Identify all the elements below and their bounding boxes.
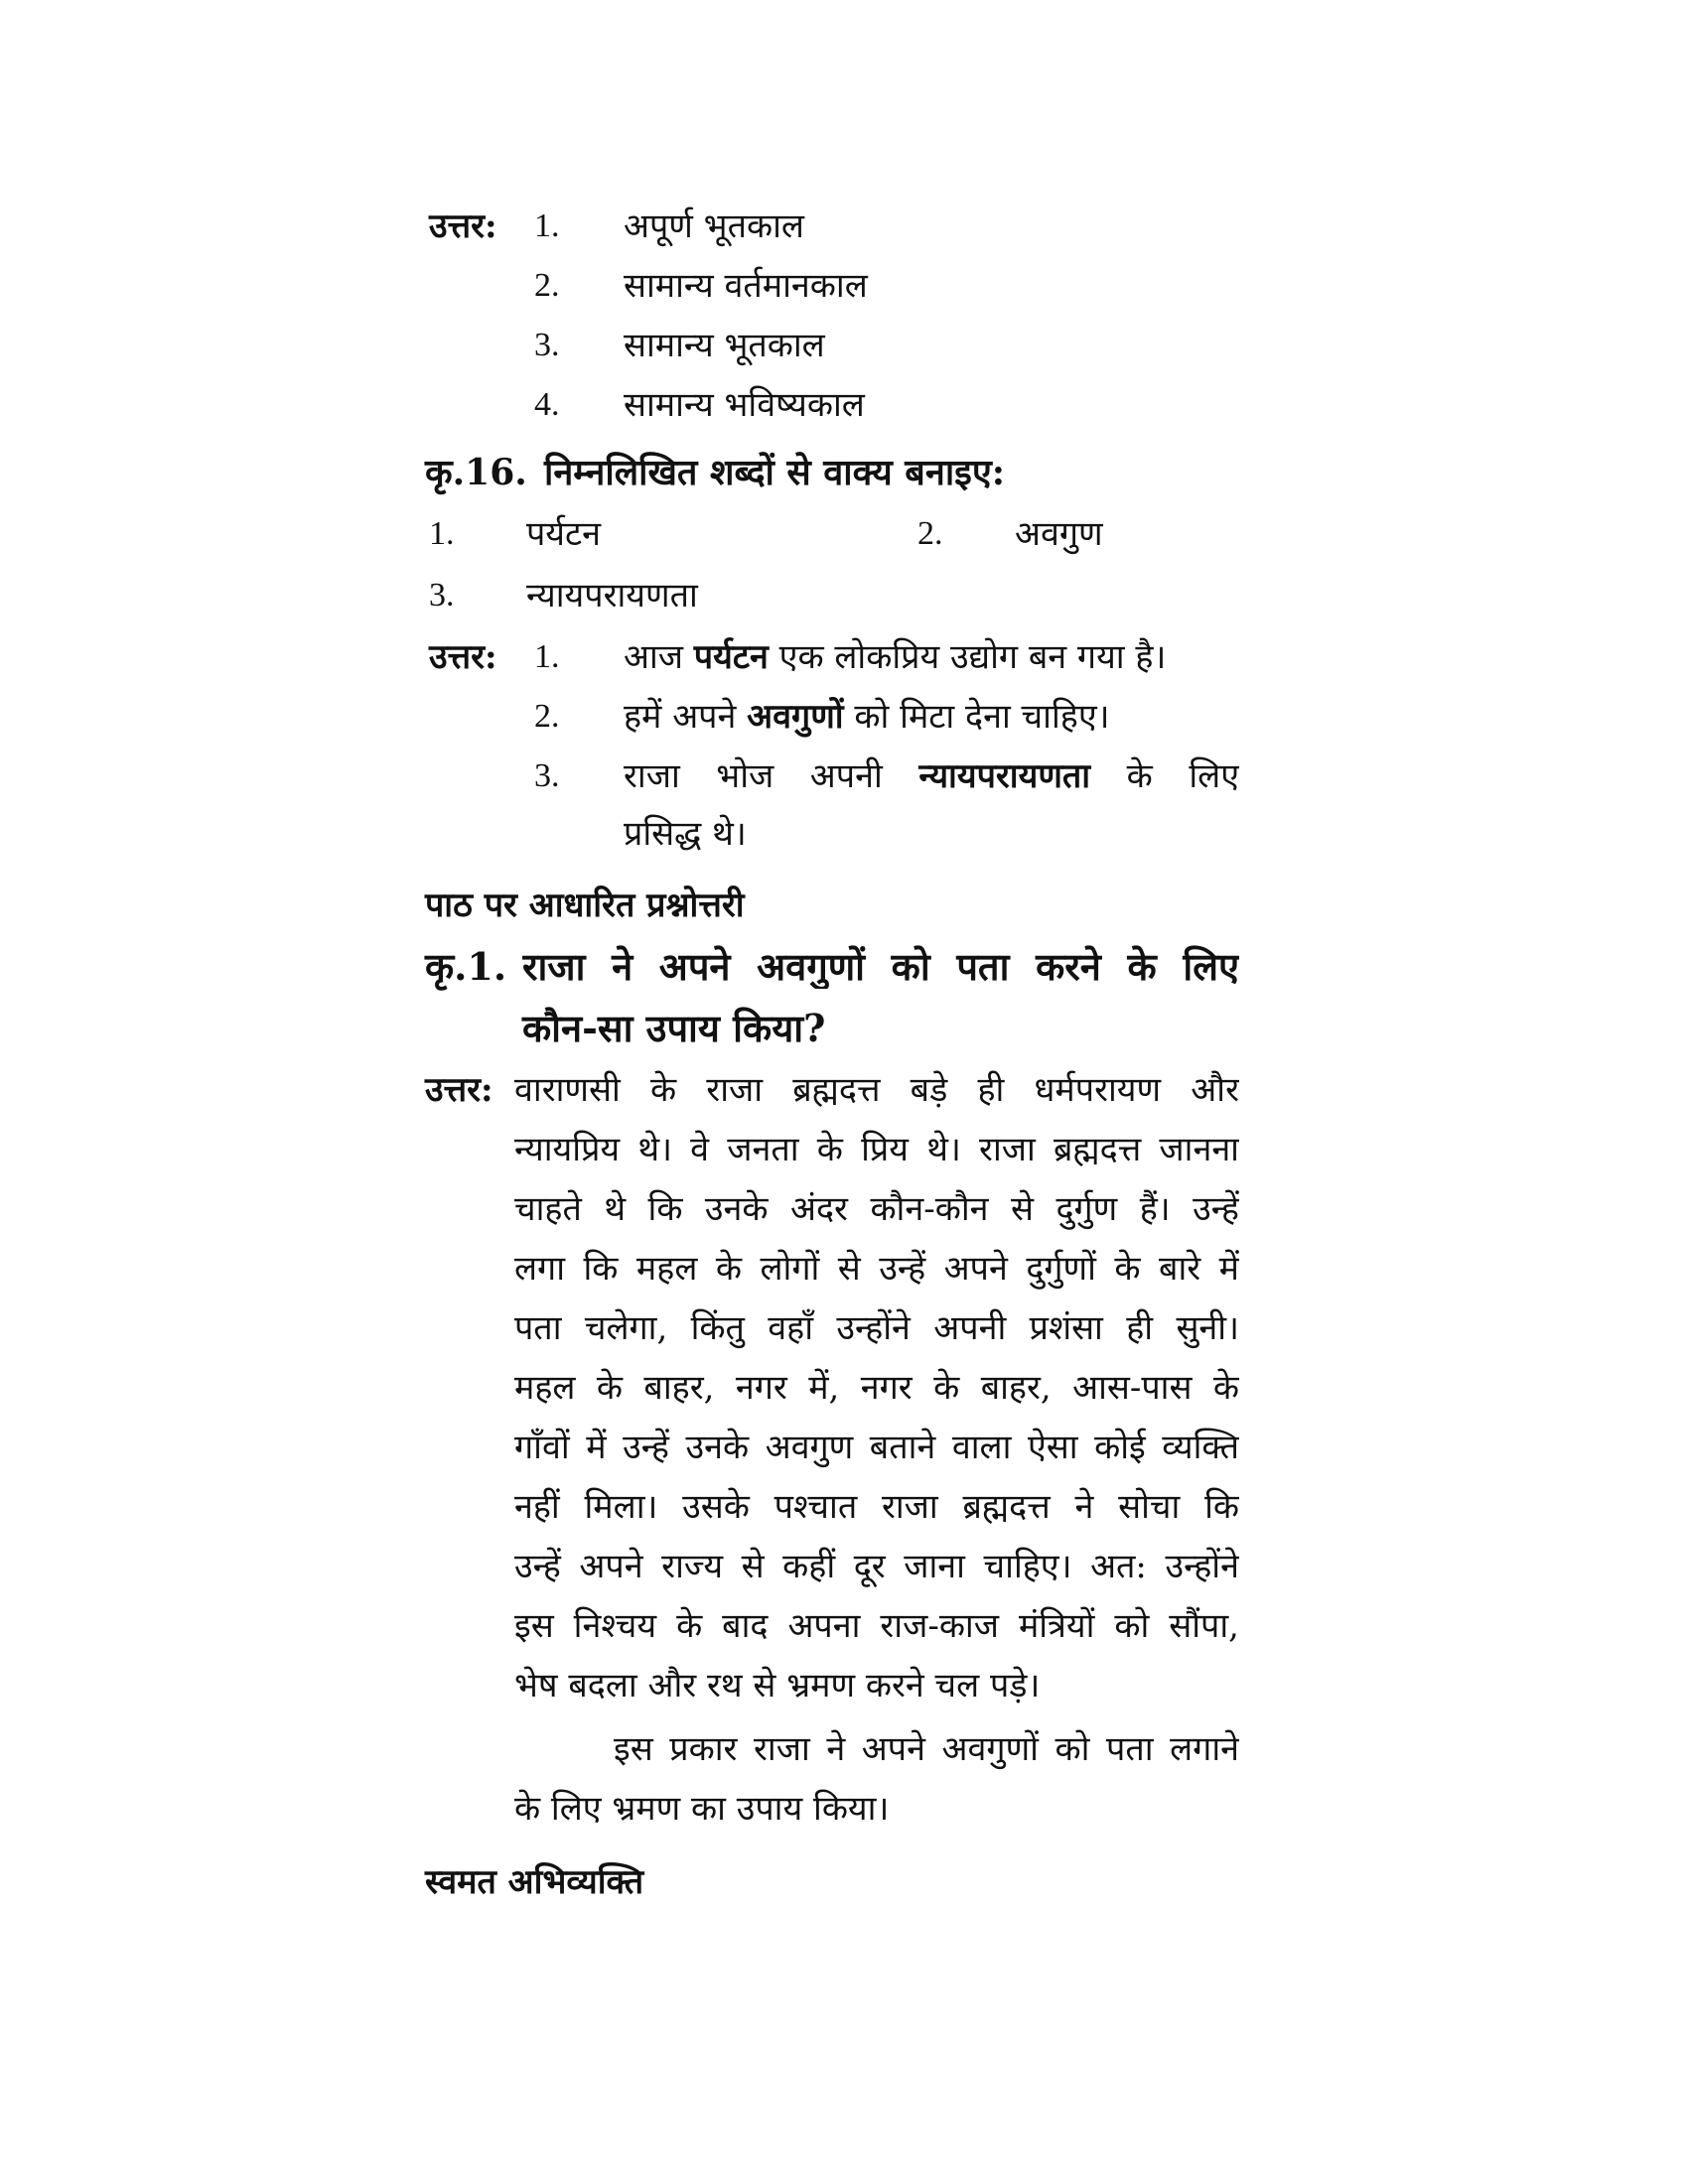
answer-line: नहीं मिला। उसके पश्चात राजा ब्रह्मदत्त ने सोचा कि [514,1487,1239,1527]
question-label: कृ.16. [425,452,527,493]
question-text-continued: कौन-सा उपाय किया? [522,1006,826,1050]
word-text: न्यायपरायणता [526,576,698,615]
answer-label: उत्तर: [425,1070,493,1110]
answer-number: 1. [534,207,560,244]
answer-text: सामान्य भविष्यकाल [624,385,865,425]
section-heading: पाठ पर आधारित प्रश्नोत्तरी [425,886,745,925]
answer-sentence: हमें अपने अवगुणों को मिटा देना चाहिए। [624,697,1110,737]
answer-line: लगा कि महल के लोगों से उन्हें अपने दुर्गुणों के बारे में [514,1249,1239,1289]
answer-line: न्यायप्रिय थे। वे जनता के प्रिय थे। राजा ब्रह्मदत्त जानना [514,1130,1239,1169]
answer-number: 2. [534,267,560,304]
question-text: राजा ने अपने अवगुणों को पता करने के लिए [522,945,1239,989]
word-number: 1. [429,515,455,552]
word-number: 2. [917,515,943,552]
answer-line: पता चलेगा, किंतु वहाँ उन्होंने अपनी प्रशंसा ही सुनी। [514,1308,1239,1348]
answer-number: 3. [534,327,560,363]
answer-number: 4. [534,386,560,423]
answer-line-last: भेष बदला और रथ से भ्रमण करने चल पड़े। [514,1666,1041,1706]
answer-line: वाराणसी के राजा ब्रह्मदत्त बड़े ही धर्मपरायण और [514,1070,1239,1110]
answer-line: इस निश्चय के बाद अपना राज-काज मंत्रियों को सौंपा, [514,1606,1239,1646]
answer-line: चाहते थे कि उनके अंदर कौन-कौन से दुर्गुण हैं। उन्हें [514,1189,1239,1229]
answer-text: सामान्य भूतकाल [624,326,825,365]
answer-sentence-continued: प्रसिद्ध थे। [624,814,747,854]
answer-line: गाँवों में उन्हें उनके अवगुण बताने वाला ऐसा कोई व्यक्ति [514,1428,1239,1467]
answer-number: 2. [534,698,560,735]
answer-sentence: आज पर्यटन एक लोकप्रिय उद्योग बन गया है। [624,637,1167,677]
answer-sentence: राजा भोज अपनी न्यायपरायणता के लिए [624,756,1239,796]
answer-label: उत्तर: [429,206,497,246]
word-number: 3. [429,577,455,614]
answer-label: उत्तर: [429,637,497,677]
word-text: अवगुण [1015,514,1103,554]
answer-text: अपूर्ण भूतकाल [624,206,804,246]
word-text: पर्यटन [526,514,602,554]
answer-line: महल के बाहर, नगर में, नगर के बाहर, आस-पास के [514,1368,1239,1408]
question-text: निम्नलिखित शब्दों से वाक्य बनाइए: [544,452,1006,493]
answer-paragraph-line: इस प्रकार राजा ने अपने अवगुणों को पता लगाने [614,1729,1239,1769]
answer-line: उन्हें अपने राज्य से कहीं दूर जाना चाहिए। अत: उन्होंने [514,1547,1239,1586]
answer-number: 1. [534,638,560,675]
answer-text: सामान्य वर्तमानकाल [624,266,868,306]
question-label: कृ.1. [425,944,507,989]
section-heading: स्वमत अभिव्यक्ति [425,1862,644,1902]
answer-number: 3. [534,757,560,794]
answer-paragraph-line-last: के लिए भ्रमण का उपाय किया। [514,1789,890,1829]
